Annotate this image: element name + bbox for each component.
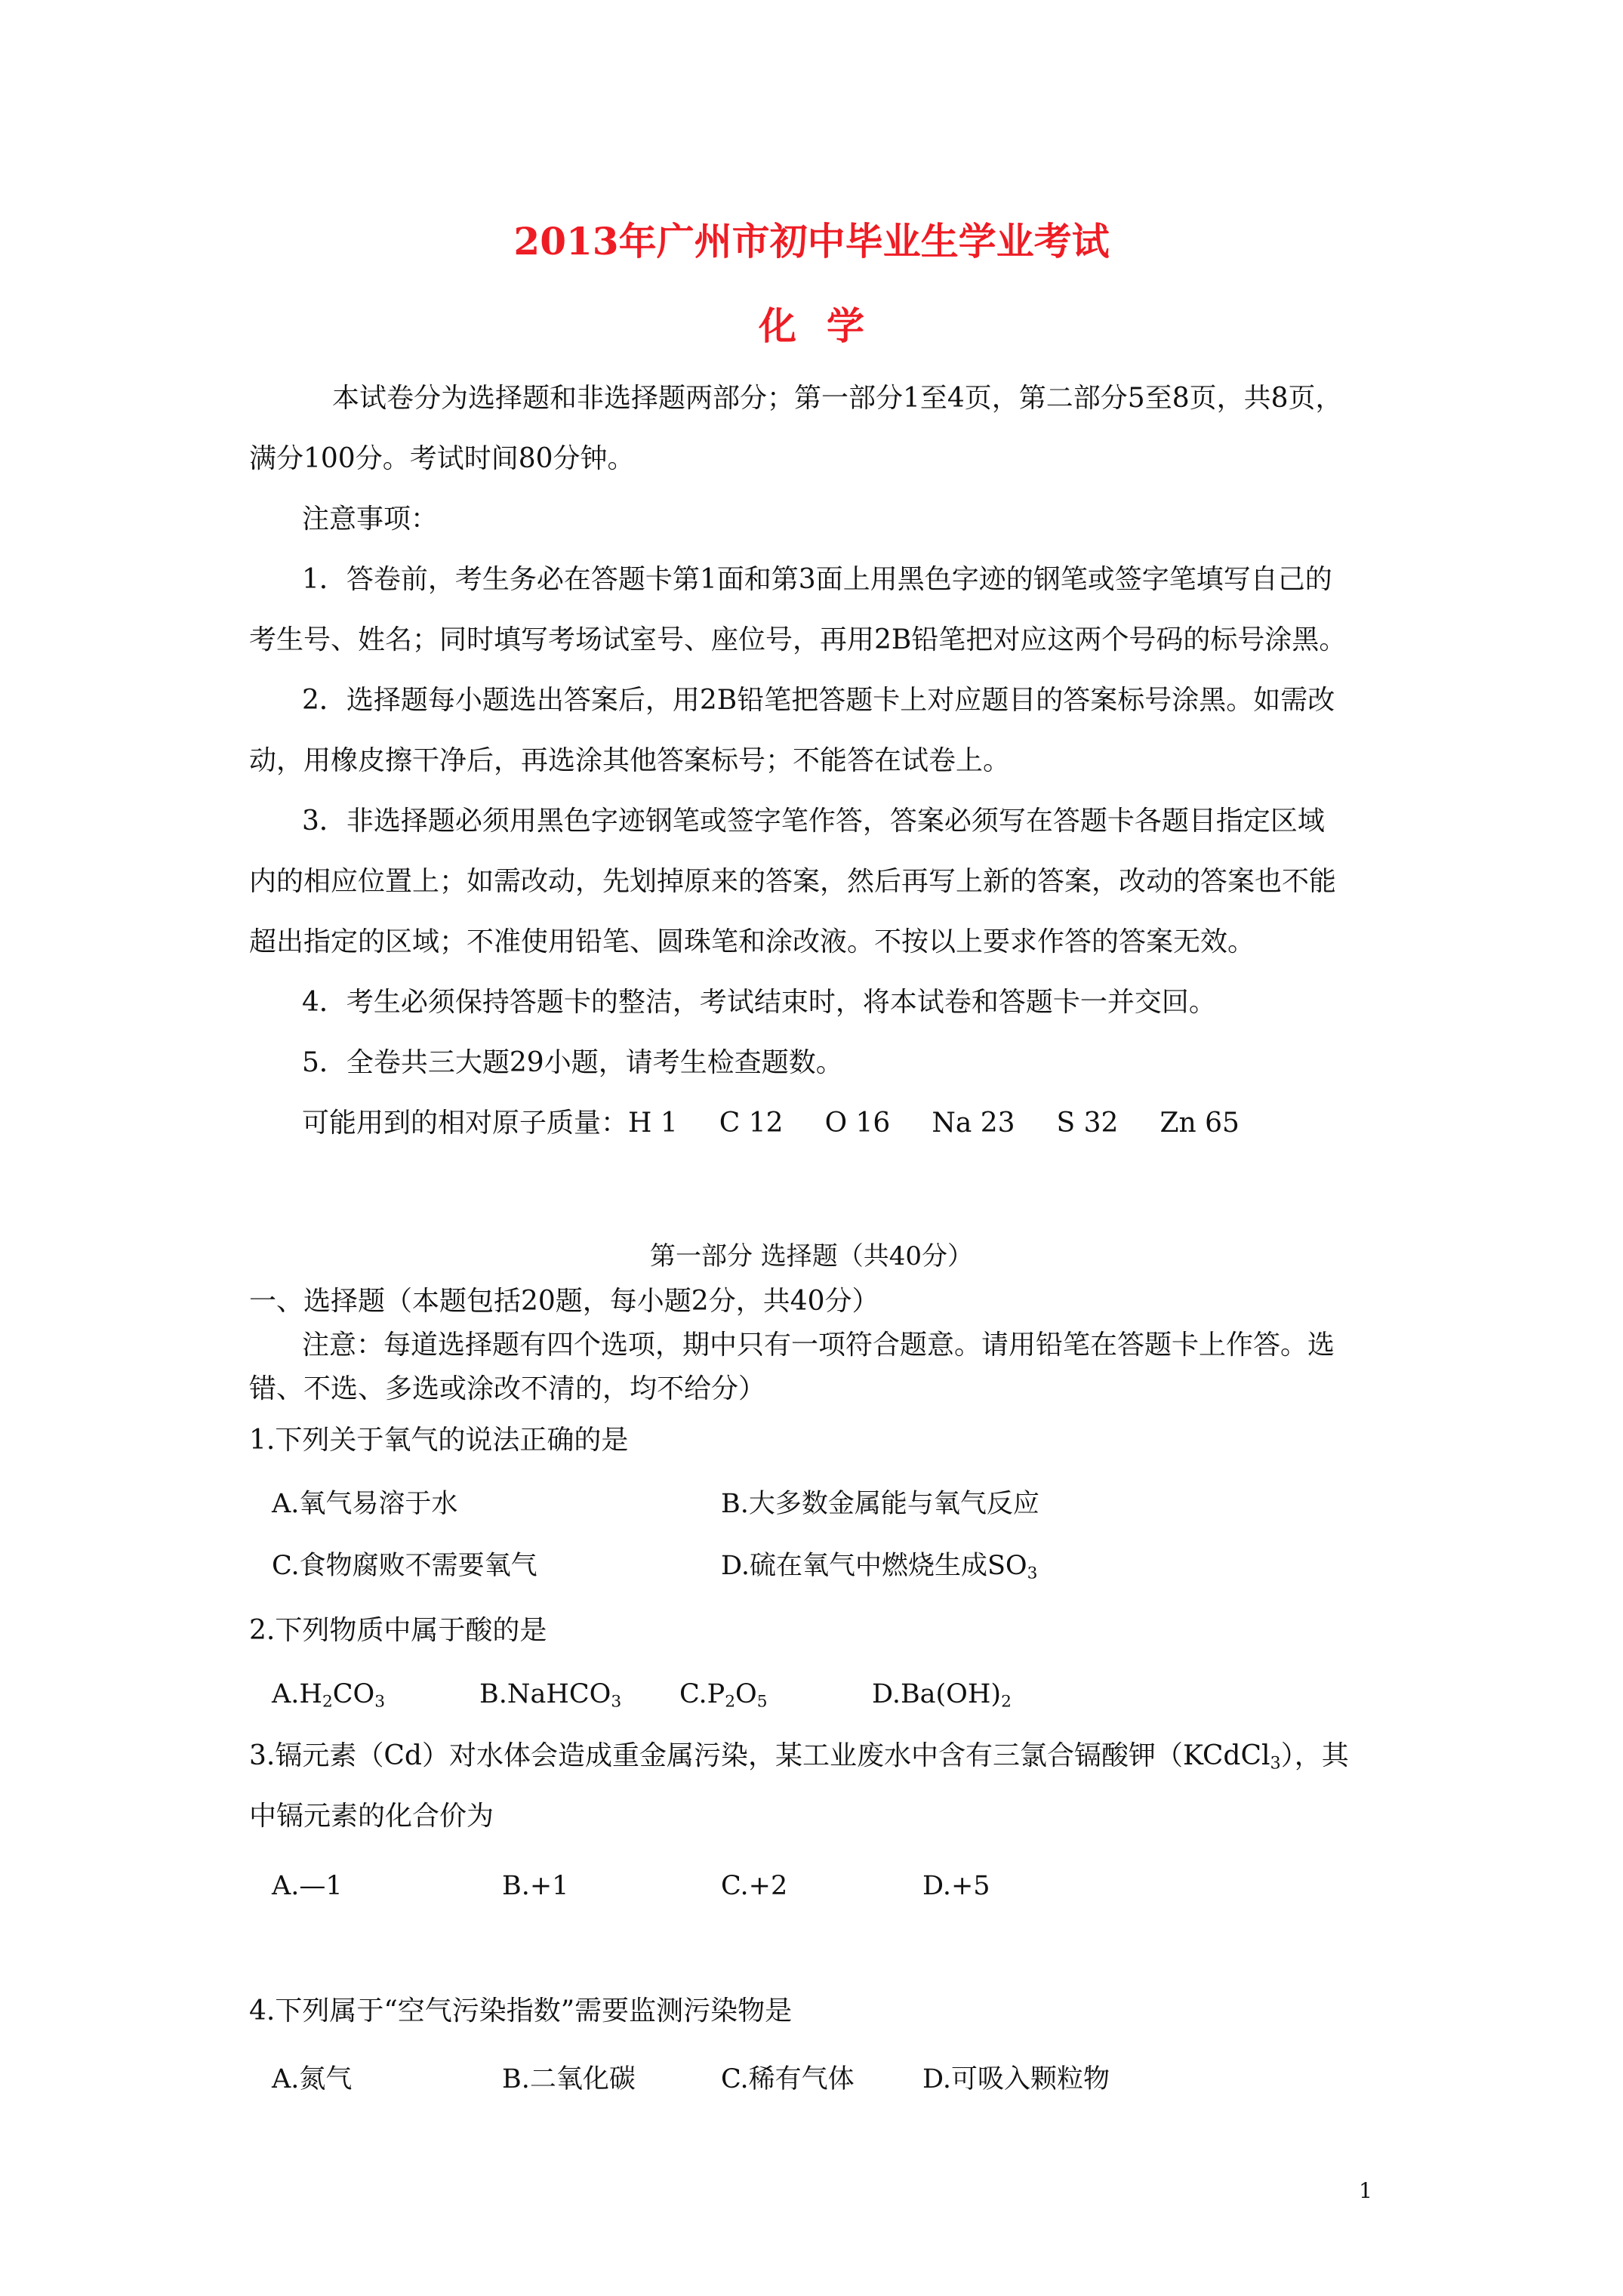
atomic-mass-item: C 12 <box>719 1108 784 1139</box>
note-1-line-1: 1．答卷前，考生务必在答题卡第1面和第3面上用黑色字迹的钢笔或签字笔填写自己的 <box>302 564 1332 595</box>
atomic-mass-item: O 16 <box>824 1108 891 1139</box>
question-4-option-c: C.稀有气体 <box>721 2064 855 2094</box>
question-4-option-b: B.二氧化碳 <box>502 2064 636 2094</box>
atomic-mass-item: S 32 <box>1056 1108 1119 1139</box>
question-1-option-c: C.食物腐败不需要氧气 <box>272 1551 537 1581</box>
part-1-heading: 第一部分 选择题（共40分） <box>649 1241 974 1271</box>
question-2-option-b: B.NaHCO$_3$ <box>479 1679 622 1712</box>
question-2-stem: 2.下列物质中属于酸的是 <box>249 1615 547 1646</box>
atomic-mass-item: Na 23 <box>932 1108 1015 1139</box>
question-1-stem: 1.下列关于氧气的说法正确的是 <box>249 1425 629 1456</box>
note-2-line-1: 2．选择题每小题选出答案后，用2B铅笔把答题卡上对应题目的答案标号涂黑。如需改 <box>302 685 1335 716</box>
section-1-heading: 一、选择题（本题包括20题，每小题2分，共40分） <box>249 1286 879 1317</box>
question-1-option-d: D.硫在氧气中燃烧生成$SO_3$ <box>721 1551 1038 1583</box>
question-3-option-d: D.+5 <box>922 1871 990 1901</box>
note-3-line-2: 内的相应位置上；如需改动，先划掉原来的答案，然后再写上新的答案，改动的答案也不能 <box>249 866 1337 897</box>
question-2-option-d: $D.Ba(OH)_2$ <box>872 1679 1012 1712</box>
question-2-option-a: $A.H_2CO_3$ <box>272 1679 386 1712</box>
question-1-option-a: A.氧气易溶于水 <box>272 1489 458 1519</box>
question-4-option-a: A.氮气 <box>272 2064 353 2094</box>
question-4-option-d: D.可吸入颗粒物 <box>922 2064 1110 2094</box>
note-1-line-2: 考生号、姓名；同时填写考场试室号、座位号，再用2B铅笔把对应这两个号码的标号涂黑。 <box>249 624 1347 655</box>
question-3-option-a: A.—1 <box>272 1871 343 1901</box>
intro-line-2: 满分100分。考试时间80分钟。 <box>249 443 635 474</box>
atomic-mass-line <box>302 1107 1281 1140</box>
note-5: 5．全卷共三大题29小题，请考生检查题数。 <box>302 1047 843 1078</box>
subject-title: 化学 <box>759 304 895 348</box>
notes-heading: 注意事项： <box>302 504 439 535</box>
note-3-line-1: 3．非选择题必须用黑色字迹钢笔或签字笔作答，答案必须写在答题卡各题目指定区域 <box>302 806 1325 837</box>
intro-line-1: 本试卷分为选择题和非选择题两部分；第一部分1至4页，第二部分5至8页，共8页， <box>332 383 1343 414</box>
exam-title: 2013年广州市初中毕业生学业考试 <box>513 219 1110 264</box>
question-4-stem: 4.下列属于“空气污染指数”需要监测污染物是 <box>249 1996 793 2026</box>
part-1-note-line-1: 注意：每道选择题有四个选项，期中只有一项符合题意。请用铅笔在答题卡上作答。选 <box>302 1330 1335 1361</box>
question-1-option-b: B.大多数金属能与氧气反应 <box>721 1489 1039 1519</box>
atomic-mass-label: 可能用到的相对原子质量： <box>302 1108 629 1139</box>
question-3-stem-line-1: 3.镉元素（Cd）对水体会造成重金属污染，某工业废水中含有三氯合镉酸钾（KCdCl$_3$），其 <box>249 1740 1349 1774</box>
atomic-mass-item: Zn 65 <box>1160 1108 1240 1139</box>
note-4: 4．考生必须保持答题卡的整洁，考试结束时，将本试卷和答题卡一并交回。 <box>302 987 1216 1018</box>
question-2-option-c: $C.P_2O_5$ <box>679 1679 768 1712</box>
note-3-line-3: 超出指定的区域；不准使用铅笔、圆珠笔和涂改液。不按以上要求作答的答案无效。 <box>249 926 1255 957</box>
atomic-mass-item: H 1 <box>628 1108 678 1139</box>
note-2-line-2: 动，用橡皮擦干净后，再选涂其他答案标号；不能答在试卷上。 <box>249 745 1011 776</box>
part-1-note-line-2: 错、不选、多选或涂改不清的，均不给分） <box>249 1373 766 1404</box>
question-3-option-b: B.+1 <box>502 1871 569 1901</box>
question-3-stem-line-2: 中镉元素的化合价为 <box>249 1801 494 1832</box>
question-3-option-c: C.+2 <box>721 1871 788 1901</box>
page-number: 1 <box>1359 2178 1372 2203</box>
